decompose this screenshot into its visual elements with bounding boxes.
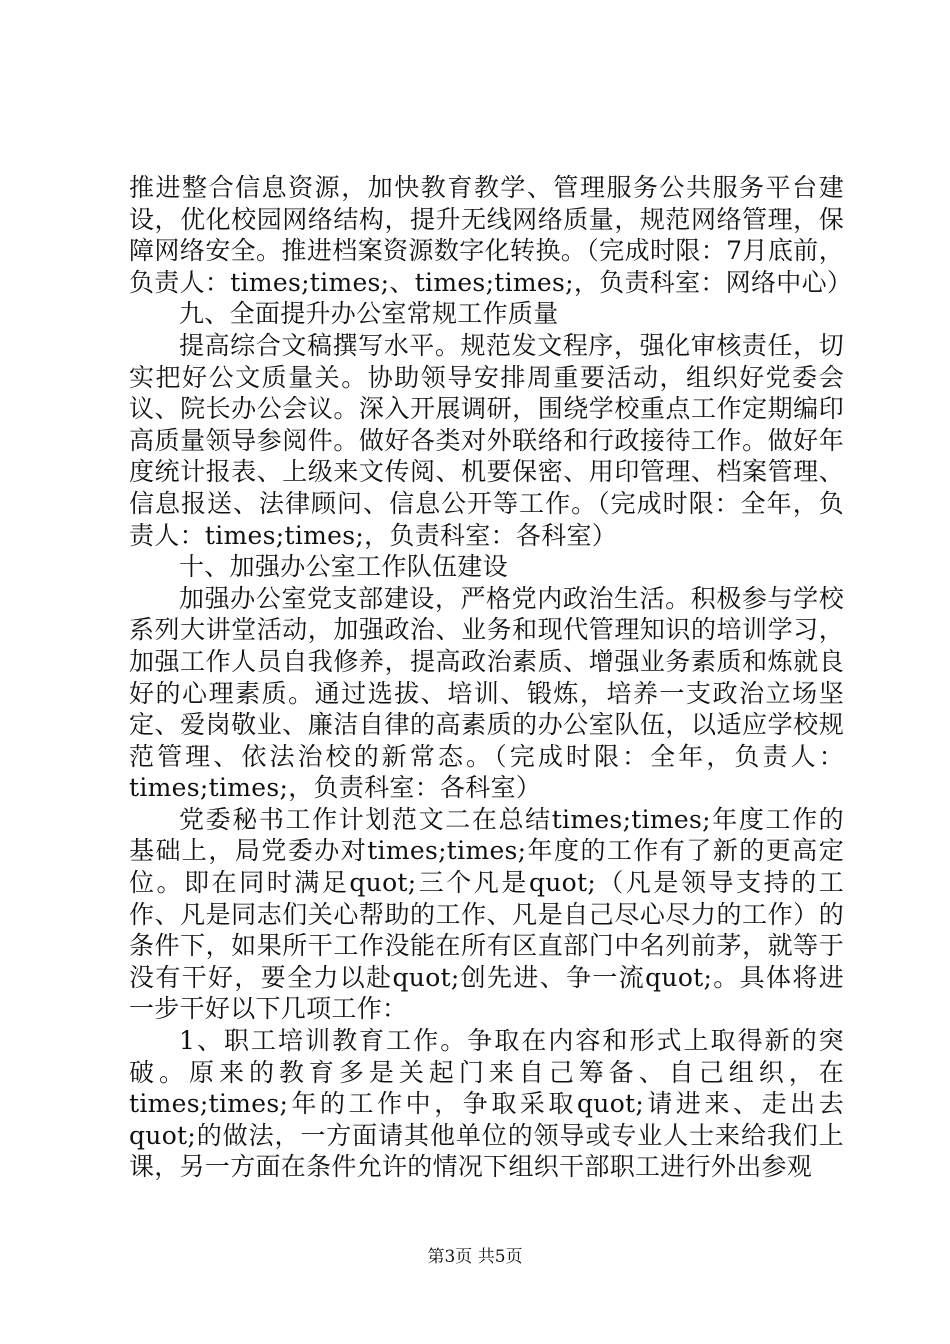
paragraph-network-integration: 推进整合信息资源，加快教育教学、管理服务公共服务平台建设，优化校园网络结构，提升无线网络质量，规范网络管理，保障网络安全。推进档案资源数字化转换。（完成时限：7月底前，负责人：times;times;、times;times;，负责科室：网络中心） (129, 173, 853, 297)
paragraph-sample-two-intro: 党委秘书工作计划范文二在总结times;times;年度工作的基础上，局党委办对times;times;年度的工作有了新的更高定位。即在同时满足quot;三个凡是quot;（凡是领导支持的工作、凡是同志们关心帮助的工作、凡是自己尽心尽力的工作）的条件下，如果所干工作没能在所有区直部门中名列前茅，就等于没有干好，要全力以赴quot;创先进、争一流quot;。具体将进一步干好以下几项工作： (129, 804, 844, 1024)
paragraph-office-quality: 提高综合文稿撰写水平。规范发文程序，强化审核责任，切实把好公文质量关。协助领导安排周重要活动，组织好党委会议、院长办公会议。深入开展调研，围绕学校重点工作定期编印高质量领导参阅件。做好各类对外联络和行政接待工作。做好年度统计报表、上级来文传阅、机要保密、用印管理、档案管理、信息报送、法律顾问、信息公开等工作。（完成时限：全年，负责人：times;times;，负责科室：各科室） (129, 330, 844, 550)
paragraph-staff-training: 1、职工培训教育工作。争取在内容和形式上取得新的突破。原来的教育多是关起门来自己筹备、自己组织，在times;times;年的工作中，争取采取quot;请进来、走出去quot;的做法，一方面请其他单位的领导或专业人士来给我们上课，另一方面在条件允许的情况下组织干部职工进行外出参观 (129, 1026, 844, 1182)
section-heading-ten: 十、加强办公室工作队伍建设 (179, 552, 508, 582)
section-heading-nine: 九、全面提升办公室常规工作质量 (179, 299, 559, 329)
document-body (129, 172, 853, 1183)
page-footer (0, 1246, 950, 1268)
page-number-indicator: 第3页 共5页 (427, 1247, 523, 1267)
paragraph-team-building: 加强办公室党支部建设，严格党内政治生活。积极参与学校系列大讲堂活动，加强政治、业务和现代管理知识的培训学习，加强工作人员自我修养，提高政治素质、增强业务素质和炼就良好的心理素质。通过选拔、培训、锻炼，培养一支政治立场坚定、爱岗敬业、廉洁自律的高素质的办公室队伍，以适应学校规范管理、依法治校的新常态。（完成时限：全年，负责人：times;times;，负责科室：各科室） (129, 583, 844, 803)
